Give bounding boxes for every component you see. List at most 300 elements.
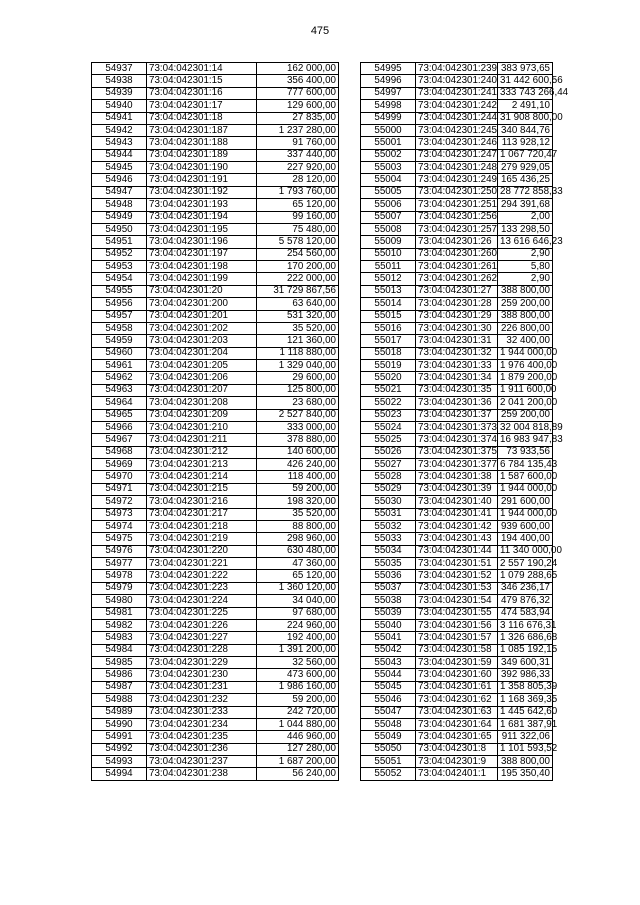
- cadastral-number-cell: 73:04:042301:377: [416, 459, 498, 471]
- row-number-cell: 54947: [92, 186, 147, 198]
- cadastral-number-cell: 73:04:042301:206: [147, 372, 257, 384]
- cadastral-value-cell: 356 400,00: [257, 75, 339, 87]
- cadastral-number-cell: 73:04:042301:235: [147, 731, 257, 743]
- cadastral-number-cell: 73:04:042301:52: [416, 570, 498, 582]
- cadastral-value-cell: 294 391,68: [498, 199, 553, 211]
- cadastral-value-cell: 479 876,32: [498, 595, 553, 607]
- row-number-cell: 54957: [92, 310, 147, 322]
- cadastral-value-cell: 630 480,00: [257, 545, 339, 557]
- cadastral-value-cell: 129 600,00: [257, 100, 339, 112]
- row-number-cell: 55010: [361, 248, 416, 260]
- cadastral-value-cell: 88 800,00: [257, 520, 339, 532]
- cadastral-number-cell: 73:04:042301:34: [416, 372, 498, 384]
- cadastral-value-cell: 1 681 387,91: [498, 718, 553, 730]
- row-number-cell: 55039: [361, 607, 416, 619]
- row-number-cell: 54981: [92, 607, 147, 619]
- table-row: [92, 619, 339, 631]
- cadastral-value-cell: 473 600,00: [257, 669, 339, 681]
- cadastral-number-cell: 73:04:042301:230: [147, 669, 257, 681]
- table-row: [361, 731, 553, 743]
- row-number-cell: 55009: [361, 236, 416, 248]
- row-number-cell: 54948: [92, 199, 147, 211]
- row-number-cell: 54949: [92, 211, 147, 223]
- table-row: [361, 619, 553, 631]
- cadastral-value-cell: 426 240,00: [257, 459, 339, 471]
- row-number-cell: 55025: [361, 434, 416, 446]
- cadastral-value-cell: 35 520,00: [257, 508, 339, 520]
- cadastral-value-cell: 16 983 947,83: [498, 434, 553, 446]
- cadastral-value-cell: 31 729 867,56: [257, 285, 339, 297]
- cadastral-number-cell: 73:04:042301:218: [147, 520, 257, 532]
- row-number-cell: 54937: [92, 63, 147, 75]
- table-row: [361, 186, 553, 198]
- page-number: 475: [310, 25, 330, 37]
- table-row: [361, 533, 553, 545]
- cadastral-number-cell: 73:04:042301:234: [147, 718, 257, 730]
- cadastral-value-cell: 337 440,00: [257, 149, 339, 161]
- cadastral-value-cell: 165 436,25: [498, 174, 553, 186]
- cadastral-value-cell: 1 445 642,60: [498, 706, 553, 718]
- cadastral-number-cell: 73:04:042301:204: [147, 347, 257, 359]
- table-row: [361, 347, 553, 359]
- row-number-cell: 54995: [361, 63, 416, 75]
- table-row: [361, 520, 553, 532]
- cadastral-number-cell: 73:04:042301:187: [147, 124, 257, 136]
- cadastral-number-cell: 73:04:042301:58: [416, 644, 498, 656]
- cadastral-value-cell: 227 920,00: [257, 162, 339, 174]
- table-row: [92, 471, 339, 483]
- cadastral-number-cell: 73:04:042301:260: [416, 248, 498, 260]
- cadastral-value-cell: 127 280,00: [257, 743, 339, 755]
- table-row: [92, 298, 339, 310]
- table-row: [361, 434, 553, 446]
- table-row: [92, 174, 339, 186]
- table-row: [361, 137, 553, 149]
- table-row: [361, 607, 553, 619]
- table-row: [361, 199, 553, 211]
- table-row: [92, 360, 339, 372]
- cadastral-value-cell: 6 784 135,43: [498, 459, 553, 471]
- cadastral-value-cell: 1 944 000,00: [498, 347, 553, 359]
- cadastral-value-cell: 2 041 200,00: [498, 397, 553, 409]
- table-row: [361, 174, 553, 186]
- row-number-cell: 54989: [92, 706, 147, 718]
- cadastral-value-cell: 2,00: [498, 211, 553, 223]
- cadastral-number-cell: 73:04:042301:17: [147, 100, 257, 112]
- table-row: [92, 718, 339, 730]
- table-row: [92, 137, 339, 149]
- table-row: [361, 285, 553, 297]
- row-number-cell: 54982: [92, 619, 147, 631]
- row-number-cell: 54963: [92, 384, 147, 396]
- table-row: [361, 446, 553, 458]
- cadastral-number-cell: 73:04:042301:245: [416, 124, 498, 136]
- table-row: [361, 743, 553, 755]
- row-number-cell: 54960: [92, 347, 147, 359]
- row-number-cell: 55029: [361, 483, 416, 495]
- cadastral-value-cell: 35 520,00: [257, 322, 339, 334]
- cadastral-number-cell: 73:04:042301:244: [416, 112, 498, 124]
- table-row: [92, 607, 339, 619]
- table-row: [92, 100, 339, 112]
- table-row: [92, 434, 339, 446]
- cadastral-number-cell: 73:04:042301:250: [416, 186, 498, 198]
- cadastral-value-cell: 224 960,00: [257, 619, 339, 631]
- cadastral-value-cell: 1 085 192,15: [498, 644, 553, 656]
- cadastral-value-cell: 170 200,00: [257, 261, 339, 273]
- cadastral-value-cell: 279 929,05: [498, 162, 553, 174]
- table-row: [92, 669, 339, 681]
- table-row: [92, 421, 339, 433]
- cadastral-number-cell: 73:04:042301:208: [147, 397, 257, 409]
- cadastral-number-cell: 73:04:042301:233: [147, 706, 257, 718]
- cadastral-number-cell: 73:04:042301:241: [416, 87, 498, 99]
- cadastral-value-cell: 1 118 880,00: [257, 347, 339, 359]
- table-row: [361, 372, 553, 384]
- cadastral-value-cell: 59 200,00: [257, 483, 339, 495]
- cadastral-value-cell: 254 560,00: [257, 248, 339, 260]
- row-number-cell: 55027: [361, 459, 416, 471]
- table-row: [361, 310, 553, 322]
- cadastral-number-cell: 73:04:042301:65: [416, 731, 498, 743]
- row-number-cell: 54977: [92, 558, 147, 570]
- cadastral-number-cell: 73:04:042301:220: [147, 545, 257, 557]
- cadastral-number-cell: 73:04:042301:236: [147, 743, 257, 755]
- table-row: [361, 632, 553, 644]
- row-number-cell: 55002: [361, 149, 416, 161]
- cadastral-number-cell: 73:04:042301:194: [147, 211, 257, 223]
- row-number-cell: 54954: [92, 273, 147, 285]
- cadastral-value-cell: 47 360,00: [257, 558, 339, 570]
- cadastral-value-cell: 32 004 818,89: [498, 421, 553, 433]
- table-row: [92, 112, 339, 124]
- cadastral-value-cell: 1 326 686,68: [498, 632, 553, 644]
- table-row: [361, 261, 553, 273]
- cadastral-value-cell: 63 640,00: [257, 298, 339, 310]
- cadastral-value-cell: 388 800,00: [498, 756, 553, 768]
- cadastral-value-cell: 259 200,00: [498, 298, 553, 310]
- row-number-cell: 55035: [361, 558, 416, 570]
- cadastral-value-cell: 226 800,00: [498, 322, 553, 334]
- table-row: [92, 756, 339, 768]
- table-row: [361, 248, 553, 260]
- row-number-cell: 55050: [361, 743, 416, 755]
- row-number-cell: 54998: [361, 100, 416, 112]
- cadastral-value-cell: 474 583,94: [498, 607, 553, 619]
- cadastral-value-cell: 1 168 369,35: [498, 694, 553, 706]
- cadastral-number-cell: 73:04:042301:55: [416, 607, 498, 619]
- cadastral-number-cell: 73:04:042301:26: [416, 236, 498, 248]
- cadastral-number-cell: 73:04:042301:242: [416, 100, 498, 112]
- table-row: [92, 520, 339, 532]
- cadastral-number-cell: 73:04:042301:53: [416, 582, 498, 594]
- cadastral-value-cell: 298 960,00: [257, 533, 339, 545]
- row-number-cell: 54979: [92, 582, 147, 594]
- cadastral-number-cell: 73:04:042301:239: [416, 63, 498, 75]
- table-row: [92, 582, 339, 594]
- table-row: [92, 335, 339, 347]
- table-row: [92, 124, 339, 136]
- cadastral-number-cell: 73:04:042301:203: [147, 335, 257, 347]
- cadastral-value-cell: 65 120,00: [257, 570, 339, 582]
- cadastral-number-cell: 73:04:042301:373: [416, 421, 498, 433]
- row-number-cell: 55042: [361, 644, 416, 656]
- table-row: [361, 421, 553, 433]
- cadastral-number-cell: 73:04:042301:43: [416, 533, 498, 545]
- row-number-cell: 55015: [361, 310, 416, 322]
- row-number-cell: 54946: [92, 174, 147, 186]
- table-row: [92, 310, 339, 322]
- table-row: [92, 384, 339, 396]
- row-number-cell: 54952: [92, 248, 147, 260]
- cadastral-number-cell: 73:04:042301:207: [147, 384, 257, 396]
- cadastral-number-cell: 73:04:042301:222: [147, 570, 257, 582]
- table-row: [92, 261, 339, 273]
- cadastral-number-cell: 73:04:042301:42: [416, 520, 498, 532]
- cadastral-number-cell: 73:04:042301:18: [147, 112, 257, 124]
- table-row: [92, 459, 339, 471]
- cadastral-value-cell: 378 880,00: [257, 434, 339, 446]
- row-number-cell: 55014: [361, 298, 416, 310]
- row-number-cell: 55018: [361, 347, 416, 359]
- table-row: [361, 149, 553, 161]
- row-number-cell: 54972: [92, 496, 147, 508]
- cadastral-value-cell: 1 879 200,00: [498, 372, 553, 384]
- row-number-cell: 55017: [361, 335, 416, 347]
- table-row: [92, 657, 339, 669]
- cadastral-number-cell: 73:04:042301:215: [147, 483, 257, 495]
- cadastral-number-cell: 73:04:042301:63: [416, 706, 498, 718]
- table-row: [92, 545, 339, 557]
- table-row: [361, 768, 553, 780]
- row-number-cell: 55052: [361, 768, 416, 780]
- cadastral-number-cell: 73:04:042301:237: [147, 756, 257, 768]
- table-row: [361, 459, 553, 471]
- cadastral-number-cell: 73:04:042301:216: [147, 496, 257, 508]
- cadastral-value-cell: 99 160,00: [257, 211, 339, 223]
- cadastral-number-cell: 73:04:042301:41: [416, 508, 498, 520]
- row-number-cell: 54950: [92, 223, 147, 235]
- cadastral-number-cell: 73:04:042301:197: [147, 248, 257, 260]
- cadastral-number-cell: 73:04:042301:36: [416, 397, 498, 409]
- cadastral-number-cell: 73:04:042301:190: [147, 162, 257, 174]
- cadastral-value-cell: 383 973,65: [498, 63, 553, 75]
- cadastral-number-cell: 73:04:042301:205: [147, 360, 257, 372]
- cadastral-number-cell: 73:04:042301:56: [416, 619, 498, 631]
- cadastral-number-cell: 73:04:042301:30: [416, 322, 498, 334]
- cadastral-number-cell: 73:04:042301:191: [147, 174, 257, 186]
- cadastral-number-cell: 73:04:042301:211: [147, 434, 257, 446]
- cadastral-value-cell: 2,90: [498, 273, 553, 285]
- table-row: [92, 731, 339, 743]
- table-row: [92, 211, 339, 223]
- cadastral-number-cell: 73:04:042301:14: [147, 63, 257, 75]
- table-row: [92, 397, 339, 409]
- cadastral-value-cell: 1 976 400,00: [498, 360, 553, 372]
- row-number-cell: 54951: [92, 236, 147, 248]
- cadastral-value-cell: 121 360,00: [257, 335, 339, 347]
- cadastral-number-cell: 73:04:042301:44: [416, 545, 498, 557]
- table-row: [361, 558, 553, 570]
- table-row: [361, 236, 553, 248]
- table-row: [361, 718, 553, 730]
- table-row: [361, 112, 553, 124]
- cadastral-number-cell: 73:04:042301:57: [416, 632, 498, 644]
- cadastral-value-cell: 349 600,31: [498, 657, 553, 669]
- table-row: [92, 595, 339, 607]
- cadastral-value-cell: 73 933,56: [498, 446, 553, 458]
- row-number-cell: 54961: [92, 360, 147, 372]
- row-number-cell: 55004: [361, 174, 416, 186]
- row-number-cell: 55048: [361, 718, 416, 730]
- table-row: [361, 87, 553, 99]
- cadastral-number-cell: 73:04:042301:60: [416, 669, 498, 681]
- row-number-cell: 54980: [92, 595, 147, 607]
- cadastral-value-cell: 195 350,40: [498, 768, 553, 780]
- table-row: [361, 211, 553, 223]
- cadastral-number-cell: 73:04:042301:8: [416, 743, 498, 755]
- row-number-cell: 54943: [92, 137, 147, 149]
- table-row: [361, 694, 553, 706]
- cadastral-value-cell: 11 340 000,00: [498, 545, 553, 557]
- table-row: [361, 124, 553, 136]
- cadastral-number-cell: 73:04:042301:261: [416, 261, 498, 273]
- table-row: [92, 508, 339, 520]
- table-row: [92, 743, 339, 755]
- cadastral-value-cell: 29 600,00: [257, 372, 339, 384]
- row-number-cell: 55044: [361, 669, 416, 681]
- row-number-cell: 54964: [92, 397, 147, 409]
- cadastral-value-cell: 56 240,00: [257, 768, 339, 780]
- row-number-cell: 54944: [92, 149, 147, 161]
- table-row: [92, 75, 339, 87]
- cadastral-number-cell: 73:04:042301:221: [147, 558, 257, 570]
- row-number-cell: 55040: [361, 619, 416, 631]
- table-row: [361, 63, 553, 75]
- cadastral-number-cell: 73:04:042301:28: [416, 298, 498, 310]
- cadastral-value-cell: 198 320,00: [257, 496, 339, 508]
- cadastral-number-cell: 73:04:042301:201: [147, 310, 257, 322]
- cadastral-value-cell: 259 200,00: [498, 409, 553, 421]
- cadastral-value-cell: 31 442 600,56: [498, 75, 553, 87]
- cadastral-number-cell: 73:04:042301:374: [416, 434, 498, 446]
- cadastral-number-cell: 73:04:042301:240: [416, 75, 498, 87]
- row-number-cell: 55024: [361, 421, 416, 433]
- table-row: [92, 706, 339, 718]
- row-number-cell: 54984: [92, 644, 147, 656]
- cadastral-value-cell: 1 079 288,65: [498, 570, 553, 582]
- cadastral-value-cell: 133 298,50: [498, 223, 553, 235]
- cadastral-number-cell: 73:04:042301:189: [147, 149, 257, 161]
- cadastral-value-cell: 1 587 600,00: [498, 471, 553, 483]
- cadastral-number-cell: 73:04:042301:31: [416, 335, 498, 347]
- cadastral-value-cell: 192 400,00: [257, 632, 339, 644]
- table-row: [361, 384, 553, 396]
- table-row: [361, 75, 553, 87]
- table-row: [92, 570, 339, 582]
- row-number-cell: 54999: [361, 112, 416, 124]
- row-number-cell: 54955: [92, 285, 147, 297]
- row-number-cell: 54974: [92, 520, 147, 532]
- table-row: [92, 162, 339, 174]
- cadastral-value-cell: 1 986 160,00: [257, 681, 339, 693]
- row-number-cell: 55037: [361, 582, 416, 594]
- row-number-cell: 54969: [92, 459, 147, 471]
- table-row: [92, 273, 339, 285]
- cadastral-number-cell: 73:04:042301:217: [147, 508, 257, 520]
- cadastral-number-cell: 73:04:042301:59: [416, 657, 498, 669]
- cadastral-number-cell: 73:04:042301:16: [147, 87, 257, 99]
- cadastral-value-cell: 2,90: [498, 248, 553, 260]
- cadastral-number-cell: 73:04:042301:214: [147, 471, 257, 483]
- cadastral-value-cell: 2 491,10: [498, 100, 553, 112]
- row-number-cell: 55051: [361, 756, 416, 768]
- registry-table-left-body: [92, 63, 339, 781]
- cadastral-number-cell: 73:04:042301:200: [147, 298, 257, 310]
- table-row: [92, 446, 339, 458]
- table-row: [361, 508, 553, 520]
- table-row: [361, 644, 553, 656]
- cadastral-value-cell: 2 527 840,00: [257, 409, 339, 421]
- registry-table-right-body: [361, 62, 569, 781]
- cadastral-value-cell: 1 067 720,47: [498, 149, 553, 161]
- table-row: [361, 681, 553, 693]
- row-number-cell: 54991: [92, 731, 147, 743]
- cadastral-number-cell: 73:04:042301:192: [147, 186, 257, 198]
- cadastral-value-cell: 140 600,00: [257, 446, 339, 458]
- row-number-cell: 54975: [92, 533, 147, 545]
- table-row: [92, 149, 339, 161]
- table-row: [361, 397, 553, 409]
- cadastral-number-cell: 73:04:042301:38: [416, 471, 498, 483]
- row-number-cell: 54967: [92, 434, 147, 446]
- cadastral-value-cell: 333 743 266,44: [498, 87, 553, 99]
- row-number-cell: 54941: [92, 112, 147, 124]
- cadastral-value-cell: 59 200,00: [257, 694, 339, 706]
- cadastral-value-cell: 388 800,00: [498, 285, 553, 297]
- row-number-cell: 55038: [361, 595, 416, 607]
- cadastral-value-cell: 242 720,00: [257, 706, 339, 718]
- table-row: [92, 199, 339, 211]
- cadastral-number-cell: 73:04:042301:9: [416, 756, 498, 768]
- row-number-cell: 55045: [361, 681, 416, 693]
- table-row: [92, 533, 339, 545]
- cadastral-value-cell: 65 120,00: [257, 199, 339, 211]
- table-row: [92, 644, 339, 656]
- cadastral-number-cell: 73:04:042301:375: [416, 446, 498, 458]
- table-row: [361, 496, 553, 508]
- cadastral-value-cell: 1 391 200,00: [257, 644, 339, 656]
- row-number-cell: 54988: [92, 694, 147, 706]
- row-number-cell: 55022: [361, 397, 416, 409]
- row-number-cell: 55001: [361, 137, 416, 149]
- table-row: [361, 223, 553, 235]
- cadastral-value-cell: 91 760,00: [257, 137, 339, 149]
- cadastral-value-cell: 1 687 200,00: [257, 756, 339, 768]
- row-number-cell: 55041: [361, 632, 416, 644]
- cadastral-value-cell: 125 800,00: [257, 384, 339, 396]
- table-row: [92, 632, 339, 644]
- table-row: [361, 298, 553, 310]
- cadastral-number-cell: 73:04:042301:248: [416, 162, 498, 174]
- cadastral-value-cell: 97 680,00: [257, 607, 339, 619]
- cadastral-number-cell: 73:04:042301:247: [416, 149, 498, 161]
- row-number-cell: 55013: [361, 285, 416, 297]
- row-number-cell: 54993: [92, 756, 147, 768]
- row-number-cell: 54962: [92, 372, 147, 384]
- row-number-cell: 54996: [361, 75, 416, 87]
- table-row: [361, 273, 553, 285]
